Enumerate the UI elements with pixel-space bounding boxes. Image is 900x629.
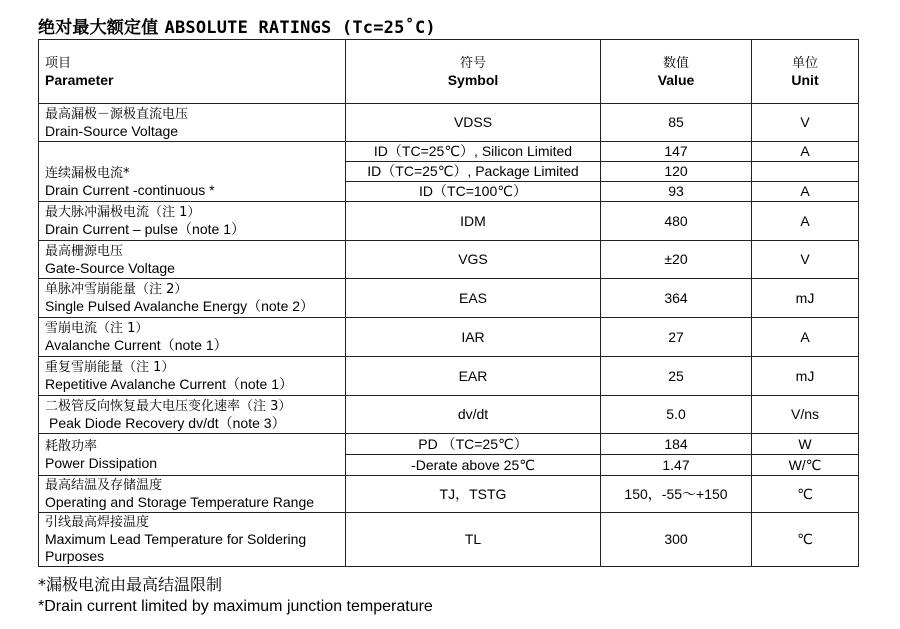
value-cell: 147 <box>601 142 752 162</box>
symbol-cell: EAS <box>346 279 601 318</box>
value-cell: 150，-55～+150 <box>601 476 752 513</box>
unit-cell: A <box>752 202 859 241</box>
table-row <box>39 104 859 142</box>
table-row <box>39 241 859 279</box>
unit-cell: W <box>752 434 859 455</box>
table-row <box>39 357 859 396</box>
unit-cell: V/ns <box>752 396 859 434</box>
value-cell: 1.47 <box>601 455 752 476</box>
symbol-cell: EAR <box>346 357 601 396</box>
page-title <box>38 13 436 38</box>
value-cell: 5.0 <box>601 396 752 434</box>
value-cell: 184 <box>601 434 752 455</box>
table-row <box>39 396 859 434</box>
header-value: 数值 Value <box>601 40 752 104</box>
footnote-en: *Drain current limited by maximum junction temperature <box>38 598 433 615</box>
unit-cell: ℃ <box>752 476 859 513</box>
table-row <box>39 202 859 241</box>
symbol-cell: -Derate above 25℃ <box>346 455 601 476</box>
value-cell: ±20 <box>601 241 752 279</box>
value-cell: 120 <box>601 162 752 182</box>
unit-cell: A <box>752 318 859 357</box>
table-row <box>39 434 859 455</box>
param-cell: 二极管反向恢复最大电压变化速率（注 3） Peak Diode Recovery dv/dt（note 3） <box>39 396 346 434</box>
symbol-cell: IDM <box>346 202 601 241</box>
symbol-cell: VGS <box>346 241 601 279</box>
symbol-cell: dv/dt <box>346 396 601 434</box>
symbol-cell: IAR <box>346 318 601 357</box>
unit-cell: A <box>752 182 859 202</box>
param-cell: 最大脉冲漏极电流（注 1） Drain Current – pulse（note 1） <box>39 202 346 241</box>
unit-cell: ℃ <box>752 513 859 567</box>
header-unit: 单位 Unit <box>752 40 859 104</box>
unit-cell: V <box>752 241 859 279</box>
table-row <box>39 142 859 162</box>
param-cell: 连续漏极电流* Drain Current -continuous * <box>39 142 346 202</box>
param-cell: 最高漏极－源极直流电压 Drain-Source Voltage <box>39 104 346 142</box>
value-cell: 480 <box>601 202 752 241</box>
symbol-cell: PD （TC=25℃） <box>346 434 601 455</box>
header-symbol: 符号 Symbol <box>346 40 601 104</box>
value-cell: 27 <box>601 318 752 357</box>
title-cn: 绝对最大额定值 <box>38 18 159 38</box>
value-cell: 93 <box>601 182 752 202</box>
header-parameter: 项目 Parameter <box>39 40 346 104</box>
unit-cell <box>752 162 859 182</box>
param-cell: 耗散功率 Power Dissipation <box>39 434 346 476</box>
symbol-cell: ID（TC=25℃）, Silicon Limited <box>346 142 601 162</box>
unit-cell: V <box>752 104 859 142</box>
param-cell: 引线最高焊接温度 Maximum Lead Temperature for Soldering Purposes <box>39 513 346 567</box>
symbol-cell: ID（TC=100℃） <box>346 182 601 202</box>
symbol-cell: ID（TC=25℃）, Package Limited <box>346 162 601 182</box>
value-cell: 85 <box>601 104 752 142</box>
symbol-cell: TJ，TSTG <box>346 476 601 513</box>
unit-cell: mJ <box>752 357 859 396</box>
footnote-cn: *漏极电流由最高结温限制 <box>38 575 223 594</box>
param-cell: 最高栅源电压 Gate-Source Voltage <box>39 241 346 279</box>
title-en: ABSOLUTE RATINGS (Tc=25˚C) <box>164 18 436 38</box>
ratings-table <box>38 39 859 567</box>
value-cell: 364 <box>601 279 752 318</box>
symbol-cell: TL <box>346 513 601 567</box>
table-row <box>39 279 859 318</box>
param-cell: 重复雪崩能量（注 1） Repetitive Avalanche Current（note 1） <box>39 357 346 396</box>
symbol-cell: VDSS <box>346 104 601 142</box>
param-cell: 雪崩电流（注 1） Avalanche Current（note 1） <box>39 318 346 357</box>
unit-cell: mJ <box>752 279 859 318</box>
table-row <box>39 318 859 357</box>
param-cell: 最高结温及存储温度 Operating and Storage Temperature Range <box>39 476 346 513</box>
unit-cell: A <box>752 142 859 162</box>
table-header <box>39 40 859 104</box>
unit-cell: W/℃ <box>752 455 859 476</box>
param-cell: 单脉冲雪崩能量（注 2） Single Pulsed Avalanche Energy（note 2） <box>39 279 346 318</box>
value-cell: 25 <box>601 357 752 396</box>
table-row <box>39 476 859 513</box>
table-row <box>39 513 859 567</box>
value-cell: 300 <box>601 513 752 567</box>
